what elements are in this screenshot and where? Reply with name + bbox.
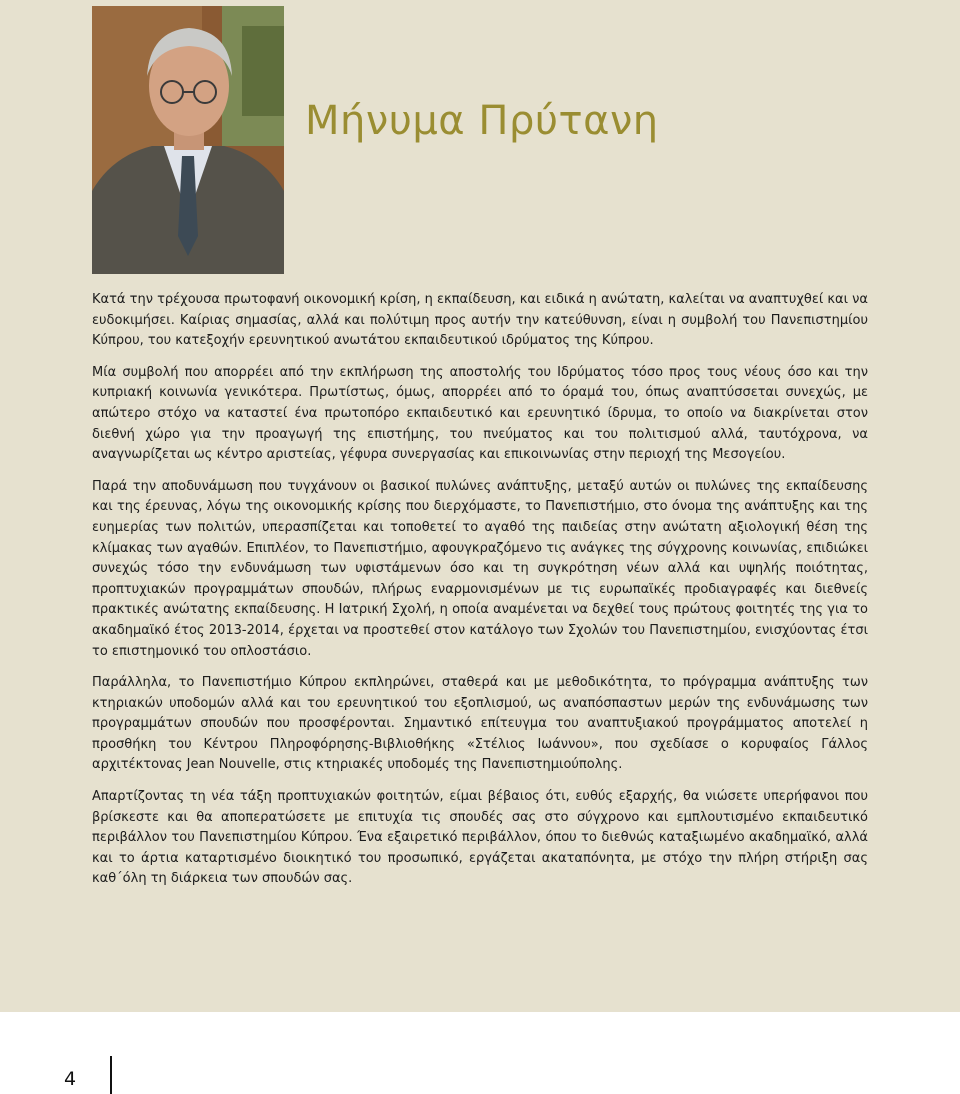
- paragraph: Κατά την τρέχουσα πρωτοφανή οικονομική κρίση, η εκπαίδευση, και ειδικά η ανώτατη, καλείται να αναπτυχθεί και να ευδοκιμήσει. Καίριας σημασίας, αλλά και πολύτιμη προς αυτήν την κατεύθυνση, είναι η συμβολή του Πανεπιστημίου Κύπρου, του κατεξοχήν ερευνητικού ανωτάτου εκπαιδευτικού ιδρύματος της Κύπρου.: [92, 292, 868, 349]
- paragraph: Παράλληλα, το Πανεπιστήμιο Κύπρου εκπληρώνει, σταθερά και με μεθοδικότητα, το πρόγραμμα ανάπτυξης των κτηριακών υποδομών αλλά και του ερευνητικού του εξοπλισμού, ως αναπόσπαστων μερών της ενδυνάμωσης των προγραμμάτων σπουδών που προσφέρονται. Σημαντικό επίτευγμα του αναπτυξιακού προγράμματος αποτελεί η προσθήκη του Κέντρου Πληροφόρησης-Βιβλιοθήκης «Στέλιος Ιωάννου», που σχεδίασε ο κορυφαίος Γάλλος αρχιτέκτονας Jean Nouvelle, στις κτηριακές υποδομές της Πανεπιστημιούπολης.: [92, 675, 868, 773]
- portrait-photo-icon: [92, 6, 284, 274]
- page-number: 4: [64, 1068, 77, 1090]
- page-title: Μήνυμα Πρύτανη: [305, 98, 659, 144]
- portrait-photo: [92, 6, 284, 274]
- footer-divider: [110, 1056, 112, 1094]
- paragraph: Απαρτίζοντας τη νέα τάξη προπτυχιακών φοιτητών, είμαι βέβαιος ότι, ευθύς εξαρχής, θα νιώσετε υπερήφανοι που βρίσκεστε και θα αποπερατώσετε με επιτυχία τις σπουδές σας στο σύγχρονο και εμπλουτισμένο εκπαιδευτικό περιβάλλον του Πανεπιστημίου Κύπρου. Ένα εξαιρετικό περιβάλλον, όπου το διεθνώς καταξιωμένο ακαδημαϊκό, αλλά και το άρτια καταρτισμένο διοικητικό του προσωπικό, εργάζεται ακαταπόνητα, με στόχο την πλήρη στήριξη σας καθ΄όλη τη διάρκεια των σπουδών σας.: [92, 789, 868, 887]
- paragraph: Μία συμβολή που απορρέει από την εκπλήρωση της αποστολής του Ιδρύματος τόσο προς τους νέους όσο και την κυπριακή κοινωνία γενικότερα. Πρωτίστως, όμως, απορρέει από το όραμά του, όπως αναπτύσσεται συνεχώς, με απώτερο στόχο να καταστεί ένα πρωτοπόρο εκπαιδευτικό και ερευνητικό ίδρυμα, το οποίο να διακρίνεται στον διεθνή χώρο για την προαγωγή της επιστήμης, του πνεύματος και του πολιτισμού αλλά, ταυτόχρονα, να αναγνωρίζεται ως κέντρο αριστείας, γέφυρα συνεργασίας και επικοινωνίας στην περιοχή της Μεσογείου.: [92, 364, 868, 463]
- paragraph: Παρά την αποδυνάμωση που τυγχάνουν οι βασικοί πυλώνες ανάπτυξης, μεταξύ αυτών οι πυλώνες της εκπαίδευσης και της έρευνας, λόγω της οικονομικής κρίσης που διερχόμαστε, το Πανεπιστήμιο, στο όνομα της ανάπτυξης και της ευημερίας των πολιτών, υπερασπίζεται και τοποθετεί το αγαθό της παιδείας στην ανώτατη αξιολογική θέση της κλίμακας των αγαθών. Επιπλέον, το Πανεπιστήμιο, αφουγκραζόμενο τις ανάγκες της σύγχρονης κοινωνίας, επιδιώκει συνεχώς τόσο την ενδυνάμωση των υφιστάμενων όσο και τη συγκρότηση νέων αλλά και υψηλής ποιότητας, προπτυχιακών προγραμμάτων σπουδών, πλήρως εναρμονισμένων με τις ευρωπαϊκές προδιαγραφές και διεθνείς πρακτικές ανώτατης εκπαίδευσης. Η Ιατρική Σχολή, η οποία αναμένεται να δεχθεί τους πρώτους φοιτητές της για το ακαδημαϊκό έτος 2013-2014, έρχεται να προστεθεί στον κατάλογο των Σχολών του Πανεπιστημίου, ενισχύοντας έτσι το επιστημονικό του οπλοστάσιο.: [92, 478, 868, 659]
- message-body: [92, 290, 868, 901]
